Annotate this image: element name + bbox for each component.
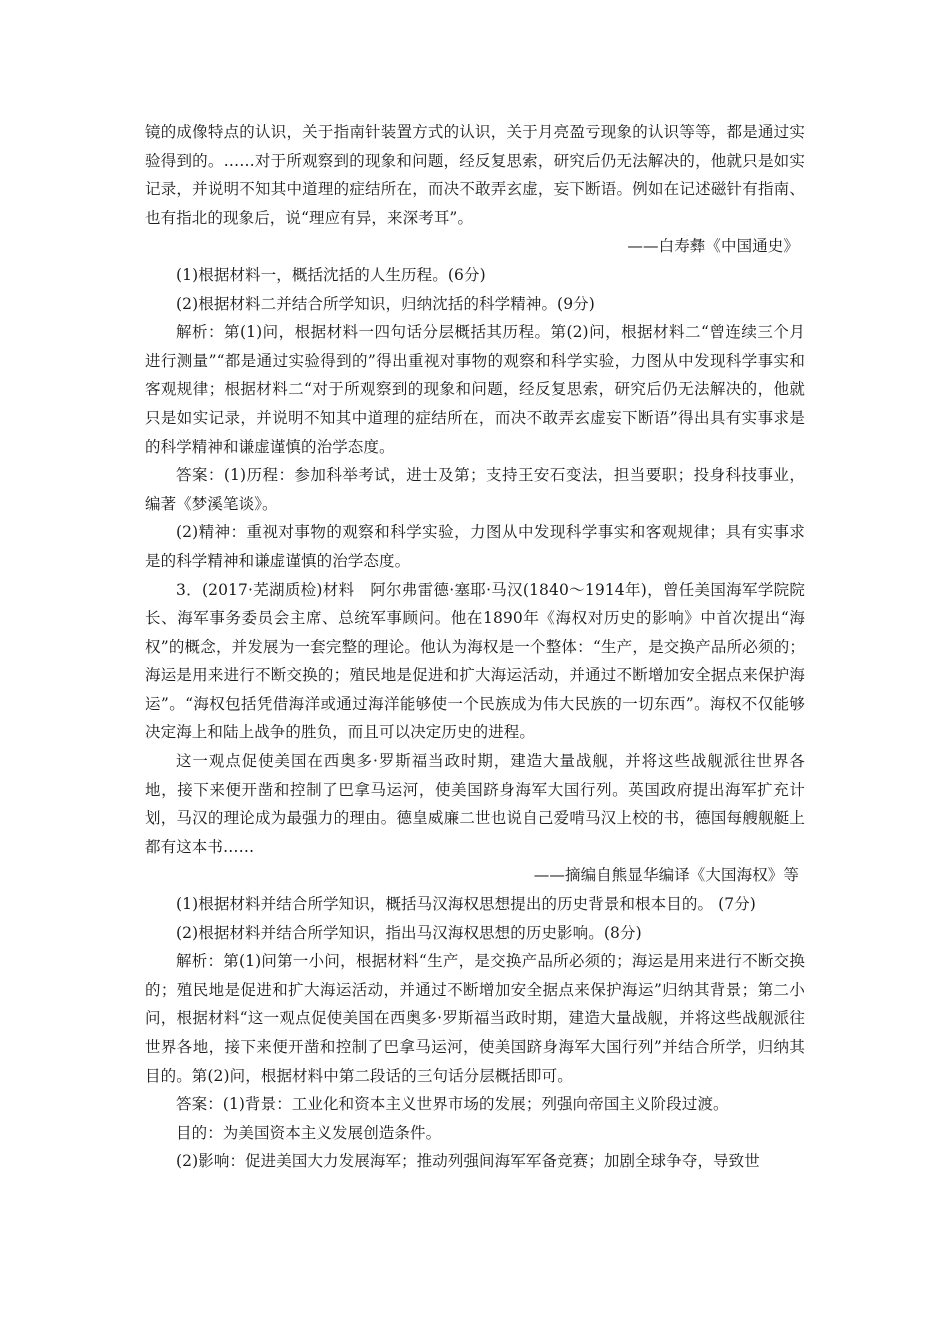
- question2-answer-2: (2)精神：重视对事物的观察和科学实验，力图从中发现科学事实和客观规律；具有实事求是的科学精神和谦虚谨慎的治学态度。: [145, 523, 805, 570]
- question3-part1: (1)根据材料并结合所学知识，概括马汉海权思想提出的历史背景和根本目的。 (7分): [176, 895, 756, 914]
- document-page: [145, 118, 805, 1176]
- question3-analysis: 解析：第(1)问第一小问，根据材料“生产，是交换产品所必须的；海运是用来进行不断交换的；殖民地是促进和扩大海运活动，并通过不断增加安全据点来保护海运”归纳其背景；第二小问，根据材料“这一观点促使美国在西奥多·罗斯福当政时期，建造大量战舰，并将这些战舰派往世界各地，接下来便开凿和控制了巴拿马运河，使美国跻身海军大国行列”并结合所学，归纳其目的。第(2)问，根据材料中第二段话的三句话分层概括即可。: [145, 952, 805, 1085]
- question2-part1: (1)根据材料一，概括沈括的人生历程。(6分): [176, 265, 486, 284]
- question3-material-1: 3．(2017·芜湖质检)材料 阿尔弗雷德·塞耶·马汉(1840～1914年)，曾任美国海军学院院长、海军事务委员会主席、总统军事顾问。他在1890年《海权对历史的影响》中首次提出“海权”的概念，并发展为一套完整的理论。他认为海权是一个整体：“生产，是交换产品所必须的；海运是用来进行不断交换的；殖民地是促进和扩大海运活动，并通过不断增加安全据点来保护海运”。“海权包括凭借海洋或通过海洋能够使一个民族成为伟大民族的一切东西”。海权不仅能够决定海上和陆上战争的胜负，而且可以决定历史的进程。: [145, 580, 805, 742]
- question3-source: ——摘编自熊显华编译《大国海权》等: [533, 866, 799, 885]
- question3-part2: (2)根据材料并结合所学知识，指出马汉海权思想的历史影响。(8分): [176, 923, 642, 942]
- question2-answer-1: 答案：(1)历程：参加科举考试，进士及第；支持王安石变法，担当要职；投身科技事业，编著《梦溪笔谈》。: [145, 466, 805, 513]
- question3-answer-1: 答案：(1)背景：工业化和资本主义世界市场的发展；列强向帝国主义阶段过渡。: [176, 1095, 729, 1114]
- question2-analysis: 解析：第(1)问，根据材料一四句话分层概括其历程。第(2)问，根据材料二“曾连续三个月进行测量”“都是通过实验得到的”得出重视对事物的观察和科学实验，力图从中发现科学事实和客观规律；根据材料二“对于所观察到的现象和问题，经反复思索，研究后仍无法解决的，他就只是如实记录，并说明不知其中道理的症结所在，而决不敢弄玄虚妄下断语”得出具有实事求是的科学精神和谦虚谨慎的治学态度。: [145, 323, 805, 456]
- question3-material-2: 这一观点促使美国在西奥多·罗斯福当政时期，建造大量战舰，并将这些战舰派往世界各地，接下来便开凿和控制了巴拿马运河，使美国跻身海军大国行列。英国政府提出海军扩充计划，马汉的理论成为最强力的理由。德皇威廉二世也说自己爱啃马汉上校的书，德国每艘舰艇上都有这本书……: [145, 752, 805, 856]
- question2-part2: (2)根据材料二并结合所学知识，归纳沈括的科学精神。(9分): [176, 294, 595, 313]
- material2-source: ——白寿彝《中国通史》: [627, 237, 799, 256]
- question3-answer-2: (2)影响：促进美国大力发展海军；推动列强间海军军备竞赛；加剧全球争夺，导致世: [176, 1152, 760, 1171]
- question3-answer-goal: 目的：为美国资本主义发展创造条件。: [176, 1123, 442, 1142]
- material2-text: 镜的成像特点的认识，关于指南针装置方式的认识，关于月亮盈亏现象的认识等等，都是通过实验得到的。……对于所观察到的现象和问题，经反复思索，研究后仍无法解决的，他就只是如实记录，并说明不知其中道理的症结所在，而决不敢弄玄虚，妄下断语。例如在记述磁针有指南、也有指北的现象后，说“理应有异，来深考耳”。: [145, 123, 805, 227]
